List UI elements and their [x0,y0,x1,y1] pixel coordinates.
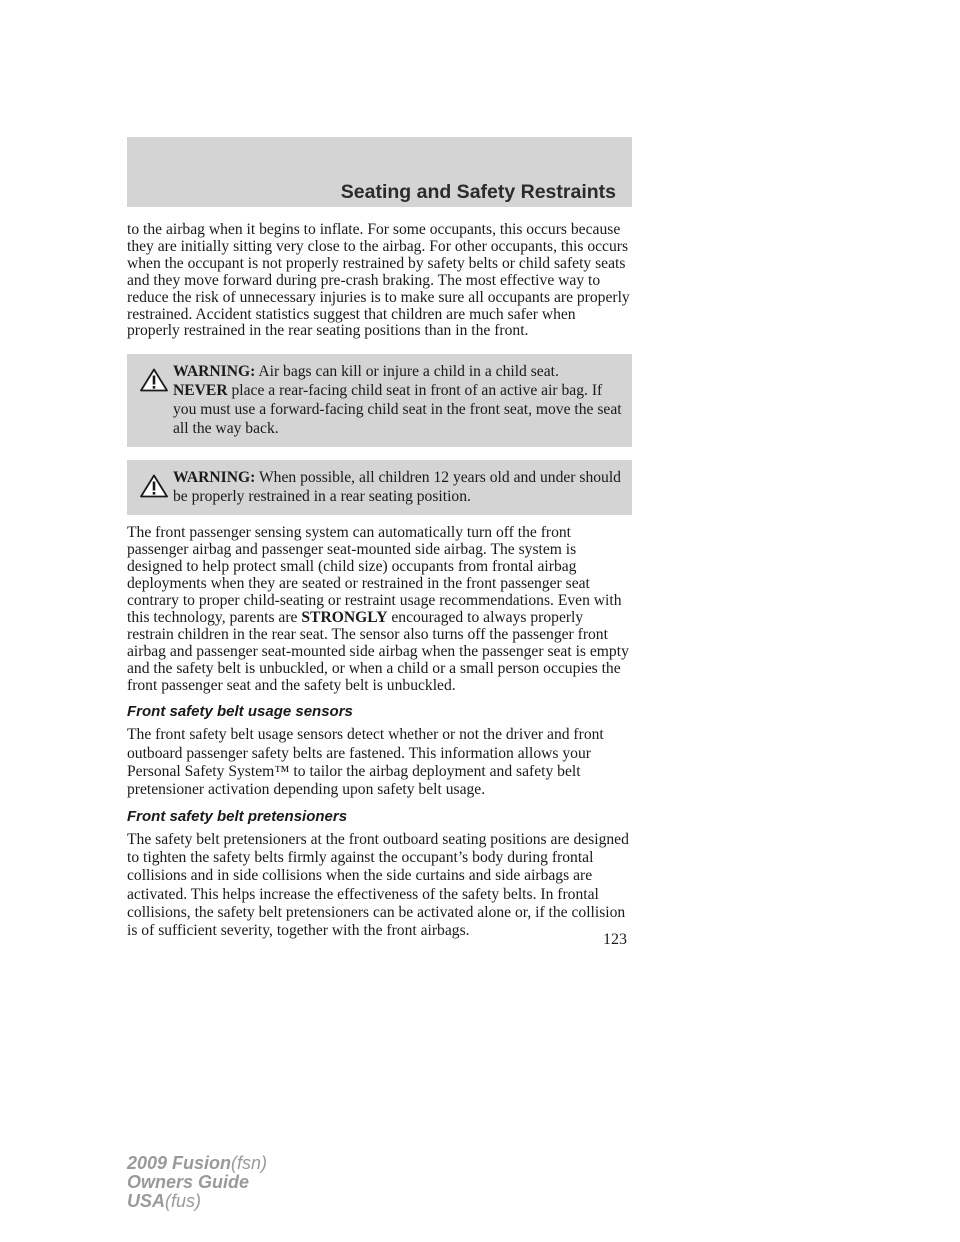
warning-sentence-1: Air bags can kill or injure a child in a child seat. [258,363,559,381]
footer-market: USA [127,1191,166,1211]
paragraph-airbag-injury: to the airbag when it begins to inflate. For some occupants, this occurs because they are initially sitting very close to the airbag. For other occupants, this occurs when the occupant is not properly restrained by safety belts or child safety seats and they move forward during pre-crash braking. The most effective way to reduce the risk of unnecessary injuries is to make sure all occupants are properly restrained. Accident statistics suggest that children are much safer when properly restrained in the rear seating positions than in the front. [127,221,630,340]
page-content [127,222,632,940]
warning-text [173,362,622,438]
warning-triangle-icon [140,474,168,498]
warning-text [173,468,622,506]
footer-model: 2009 Fusion [127,1153,232,1173]
section-title: Seating and Safety Restraints [340,181,616,203]
paragraph-pretensioners: The safety belt pretensioners at the front outboard seating positions are designed to tighten the safety belts firmly against the occupant’s body during frontal collisions and in side collisions when the side curtains and side airbags are activated. This helps increase the effectiveness of the safety belts. In frontal collisions, the safety belt pretensioners can be activated alone or, if the collision is of sufficient severity, together with the front airbags. [127,831,629,940]
passenger-sensing-text-a: The front passenger sensing system can automatically turn off the front passenger airbag and passenger seat-mounted side airbag. The system is designed to help protect small (child size) occupants from frontal airbag deployments when they are seated or restrained in the front passenger seat contrary to proper child-seating or restraint usage recommendations. Even with this technology, parents are [127,524,622,626]
footer-guide: Owners Guide [127,1172,250,1192]
paragraph-usage-sensors: The front safety belt usage sensors detect whether or not the driver and front outboard passenger safety belts are fastened. This information allows your Personal Safety System™ to tailor the airbag deployment and safety belt pretensioner activation depending upon safety belt usage. [127,726,604,798]
subheading-usage-sensors: Front safety belt usage sensors [127,703,353,721]
paragraph-passenger-sensing [127,525,632,694]
strongly-emphasis: STRONGLY [301,608,388,626]
warning-label: WARNING: [173,469,256,487]
page-number: 123 [603,931,627,948]
warning-sentence-2: place a rear-facing child seat in front of an active air bag. If you must use a forward-facing child seat in the front seat, move the seat all the way back. [173,382,622,438]
footer-document-id [127,1154,267,1211]
warning-sentence: When possible, all children 12 years old and under should be properly restrained in a rear seating position. [173,469,621,506]
never-emphasis: NEVER [173,382,228,400]
footer-market-code: (fus) [165,1191,202,1211]
section-header-band [127,137,632,207]
subheading-pretensioners: Front safety belt pretensioners [127,808,348,826]
passenger-sensing-text-b: encouraged to always properly restrain children in the rear seat. The sensor also turns off the passenger front airbag and passenger seat-mounted side airbag when the passenger seat is empty and the safety belt is unbuckled, or when a child or a small person occupies the front passenger seat and the safety belt is unbuckled. [127,608,629,694]
warning-box-child-seat [127,354,632,447]
warning-box-children-rear [127,460,632,515]
warning-label: WARNING: [173,363,256,381]
warning-triangle-icon [140,368,168,392]
footer-model-code: (fsn) [231,1153,268,1173]
